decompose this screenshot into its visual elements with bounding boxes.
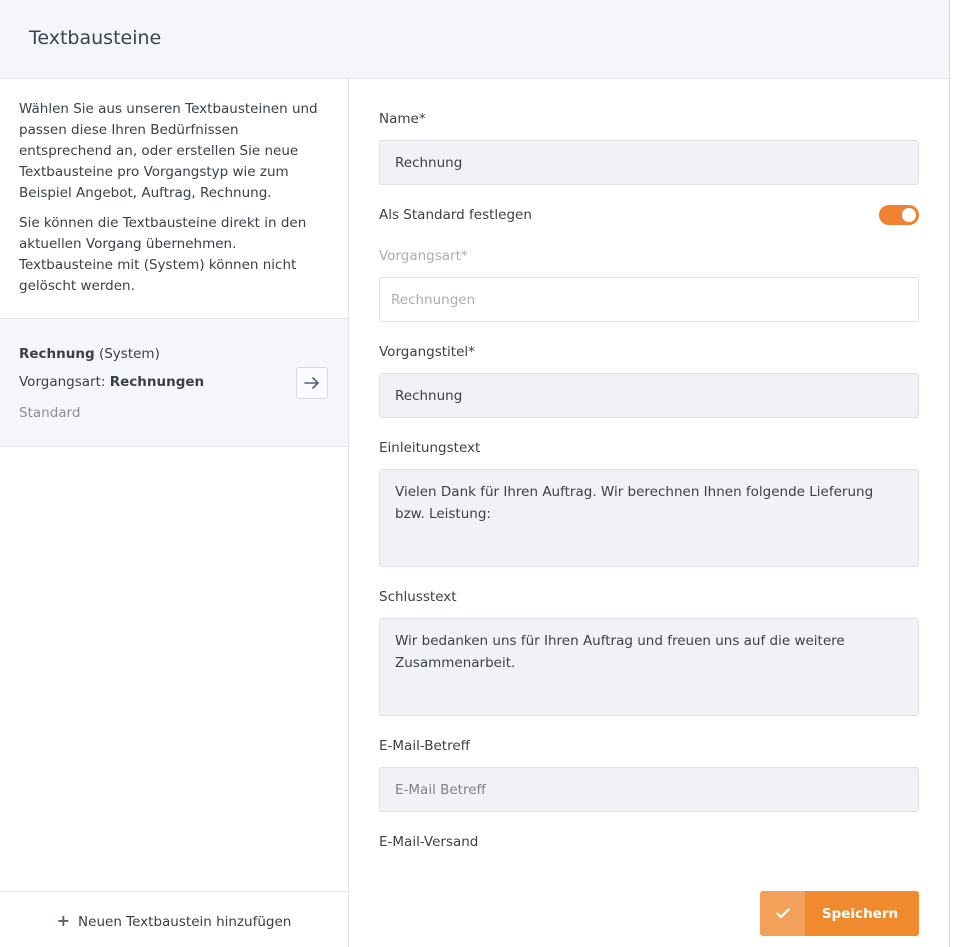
intro-paragraph-2: Sie können die Textbausteine direkt in den aktuellen Vorgang übernehmen. Textbausteine mit (System) können nicht gelöscht werden. xyxy=(19,215,307,294)
list-item-name: Rechnung (System) xyxy=(19,346,160,362)
email-subject-input[interactable]: E-Mail Betreff xyxy=(379,767,919,812)
email-subject-label: E-Mail-Betreff xyxy=(379,738,470,754)
list-item-type: Vorgangsart: Rechnungen xyxy=(19,374,205,390)
intro-text-area[interactable]: Vielen Dank für Ihren Auftrag. Wir berechnen Ihnen folgende Lieferung bzw. Leistung: xyxy=(379,469,919,567)
email-sending-label: E-Mail-Versand xyxy=(379,834,479,850)
page-title: Textbausteine xyxy=(29,27,162,49)
window-edge xyxy=(949,0,950,947)
title-input[interactable]: Rechnung xyxy=(379,373,919,418)
name-label: Name* xyxy=(379,111,426,127)
list-item-standard-badge: Standard xyxy=(19,405,81,421)
intro-paragraph-1: Wählen Sie aus unseren Textbausteinen und passen diese Ihren Bedürfnissen entsprechend an, oder erstellen Sie neue Textbausteine pro Vorgangstyp wie zum Beispiel Angebot, Auftrag, Rechnung. xyxy=(19,101,318,201)
save-button-label: Speichern xyxy=(821,905,899,922)
sidebar xyxy=(0,79,349,947)
open-item-button[interactable] xyxy=(296,367,328,399)
title-label: Vorgangstitel* xyxy=(379,344,475,360)
plus-icon: + xyxy=(56,911,71,930)
type-select[interactable]: Rechnungen xyxy=(379,277,919,322)
arrow-right-icon xyxy=(304,377,320,389)
name-input[interactable]: Rechnung xyxy=(379,140,919,185)
save-button[interactable] xyxy=(760,891,919,936)
toggle-knob xyxy=(902,208,916,222)
default-toggle[interactable] xyxy=(879,205,919,225)
add-button-label: Neuen Textbaustein hinzufügen xyxy=(78,914,292,930)
closing-text-area[interactable]: Wir bedanken uns für Ihren Auftrag und freuen uns auf die weitere Zusammenarbeit. xyxy=(379,618,919,716)
intro-text-label: Einleitungstext xyxy=(379,440,481,456)
default-label: Als Standard festlegen xyxy=(379,207,532,223)
add-textbaustein-button[interactable] xyxy=(0,891,348,947)
check-icon xyxy=(760,891,805,936)
page-header xyxy=(0,0,949,79)
sidebar-intro xyxy=(19,99,324,297)
closing-text-label: Schlusstext xyxy=(379,589,457,605)
type-label: Vorgangsart* xyxy=(379,248,468,264)
add-button-content xyxy=(0,911,348,930)
list-item[interactable] xyxy=(0,319,348,447)
